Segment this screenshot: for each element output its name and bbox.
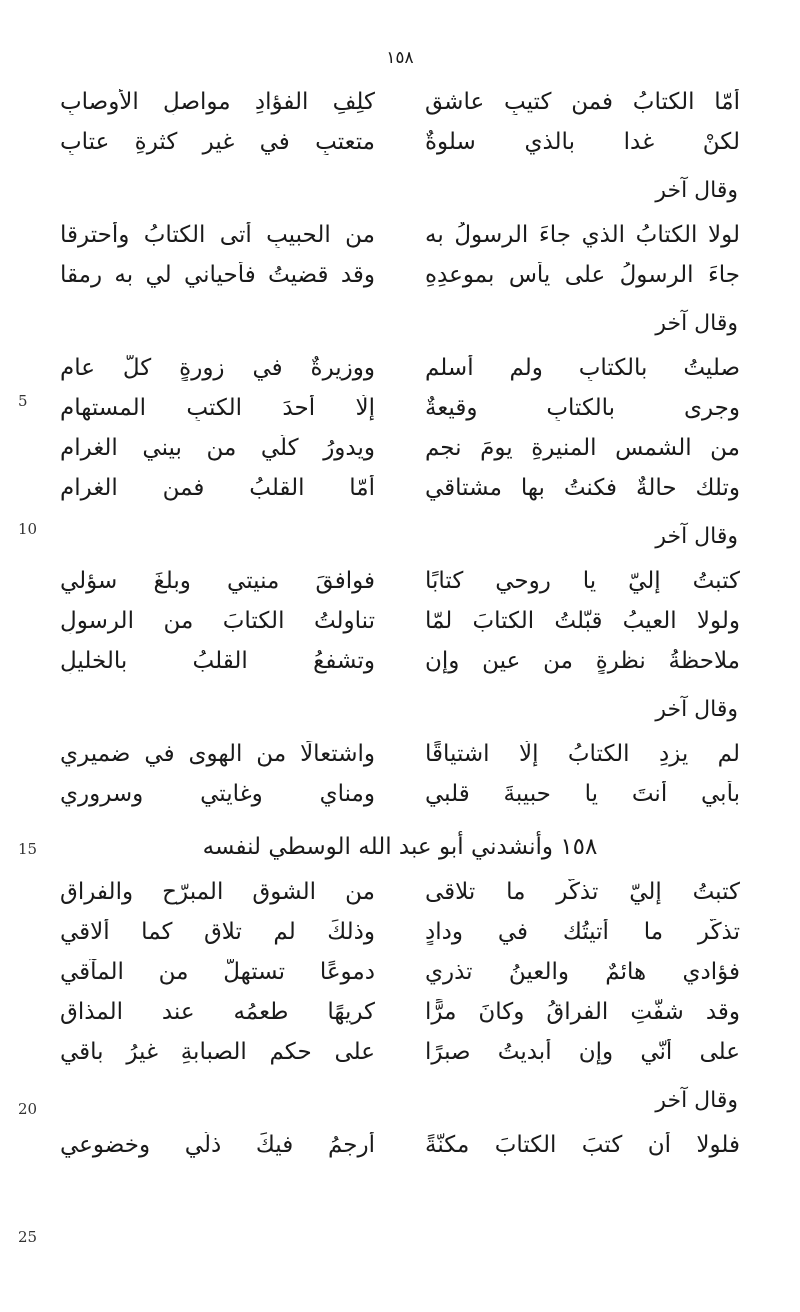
section-heading: وقال آخر — [655, 178, 738, 203]
verse-line — [60, 601, 740, 641]
hemistich-right: وجرى بالكتابِ وقيعةٌ — [425, 395, 740, 421]
verse-line — [60, 1032, 740, 1072]
hemistich-left: واشتعالًا من الهوى في ضميري — [60, 741, 375, 767]
verse-line — [60, 82, 740, 122]
hemistich-right: وتلك حالةٌ فكنتُ بها مشتاقي — [425, 475, 740, 501]
hemistich-left: وتشفعُ القلبُ بالخليلِ — [60, 648, 375, 674]
verse-line — [60, 641, 740, 681]
hemistich-right: من الشمسِ المنيرةِ يومَ نجمٍ — [425, 435, 740, 461]
line-number: 10 — [18, 520, 38, 538]
poem-block — [60, 82, 740, 162]
hemistich-right: ملاحظةُ نظرةٍ من عينٍ وإن — [425, 648, 740, 674]
hemistich-left: تناولتُ الكتابَ من الرسولِ — [60, 608, 375, 634]
hemistich-left: أرجمُ فيكَ ذلّي وخضوعي — [60, 1132, 375, 1158]
hemistich-left: إلّا أحدَ الكتبِ المستهامِ — [60, 395, 375, 421]
hemistich-right: جاءَ الرسولُ على يأسٍ بموعدِهِ — [425, 262, 740, 288]
section-heading: وقال آخر — [655, 524, 738, 549]
hemistich-left: دموعًا تستهلُّ من المآقي — [60, 959, 375, 985]
hemistich-left: فوافقَ منيتي وبلغَ سؤلي — [60, 568, 375, 594]
hemistich-right: ولولا العيبُ قبّلتُ الكتابَ لمّا — [425, 608, 740, 634]
hemistich-left: كلِفِ الفؤادِ مواصلِ الأوصابِ — [60, 89, 375, 115]
hemistich-right: فلولا أن كتبَ الكتابَ مكنّةً — [425, 1132, 740, 1158]
hemistich-right: على أنّي وإن أبديتُ صبرًا — [425, 1039, 740, 1065]
hemistich-right: أمّا الكتابُ فمن كتيبٍ عاشقٍ — [425, 89, 740, 115]
page-number: ١٥٨ — [386, 48, 414, 68]
poem-block — [60, 1088, 740, 1165]
verse-line — [60, 428, 740, 468]
hemistich-left: على حكمِ الصبابةِ غيرُ باقي — [60, 1039, 375, 1065]
hemistich-left: كريهًا طعمُه عند المذاقِ — [60, 999, 375, 1025]
hemistich-left: من الحبيبِ أتى الكتابُ وأحترقا — [60, 222, 375, 248]
hemistich-right: لم يزدِ الكتابُ إلّا اشتياقًا — [425, 741, 740, 767]
section-heading: وقال آخر — [655, 311, 738, 336]
hemistich-left: من الشوقِ المبرّحِ والفراقِ — [60, 879, 375, 905]
line-number: 15 — [18, 840, 38, 858]
hemistich-left: ويدورُ كلّي من بيني الغرامِ — [60, 435, 375, 461]
poem-block — [60, 178, 740, 295]
verse-line — [60, 1125, 740, 1165]
poem-block — [60, 697, 740, 814]
hemistich-right: بأبي أنتَ يا حبيبةَ قلبي — [425, 781, 740, 807]
hemistich-left: أمّا القلبُ فمن الغرامِ — [60, 475, 375, 501]
verse-line — [60, 388, 740, 428]
hemistich-right: لولا الكتابُ الذي جاءَ الرسولُ به — [425, 222, 740, 248]
verse-line — [60, 774, 740, 814]
verse-line — [60, 468, 740, 508]
verse-line — [60, 734, 740, 774]
verse-line — [60, 255, 740, 295]
verse-line — [60, 912, 740, 952]
hemistich-right: تذكّر ما أتيتُك في ودادٍ — [425, 919, 740, 945]
line-number: 5 — [18, 392, 28, 410]
poem-block — [60, 311, 740, 508]
hemistich-right: صليتُ بالكتابِ ولم أسلمِ — [425, 355, 740, 381]
hemistich-left: ووزيرةٌ في زورةٍ كلّ عامِ — [60, 355, 375, 381]
section-heading: وقال آخر — [655, 697, 738, 722]
line-number: 20 — [18, 1100, 38, 1118]
hemistich-right: كتبتُ إليّ تذكّر ما تلاقى — [425, 879, 740, 905]
poem-block — [60, 872, 740, 1072]
poem-block — [60, 524, 740, 681]
hemistich-left: وقد قضيتُ فأحياني لي به رمقا — [60, 262, 375, 288]
verse-line — [60, 122, 740, 162]
verse-line — [60, 992, 740, 1032]
verse-line — [60, 561, 740, 601]
prose-line: ١٥٨ وأنشدني أبو عبد الله الوسطي لنفسه — [202, 834, 598, 860]
verse-line — [60, 952, 740, 992]
hemistich-right: وقد شفّتِ الفراقُ وكانَ مرًّا — [425, 999, 740, 1025]
verse-line — [60, 215, 740, 255]
verse-line — [60, 872, 740, 912]
verse-line — [60, 348, 740, 388]
hemistich-left: ومناي وغايتي وسروري — [60, 781, 375, 807]
section-heading: وقال آخر — [655, 1088, 738, 1113]
page-body — [60, 82, 740, 1181]
hemistich-right: لكنْ غدا بالذي سلوةٌ — [425, 129, 740, 155]
hemistich-right: فؤادي هائمٌ والعينُ تذري — [425, 959, 740, 985]
hemistich-right: كتبتُ إليّ يا روحي كتابًا — [425, 568, 740, 594]
line-number: 25 — [18, 1228, 38, 1246]
hemistich-left: وذلكَ لم تلاقِ كما ألاقي — [60, 919, 375, 945]
hemistich-left: متعتبٍ في غيرِ كثرةِ عتابِ — [60, 129, 375, 155]
